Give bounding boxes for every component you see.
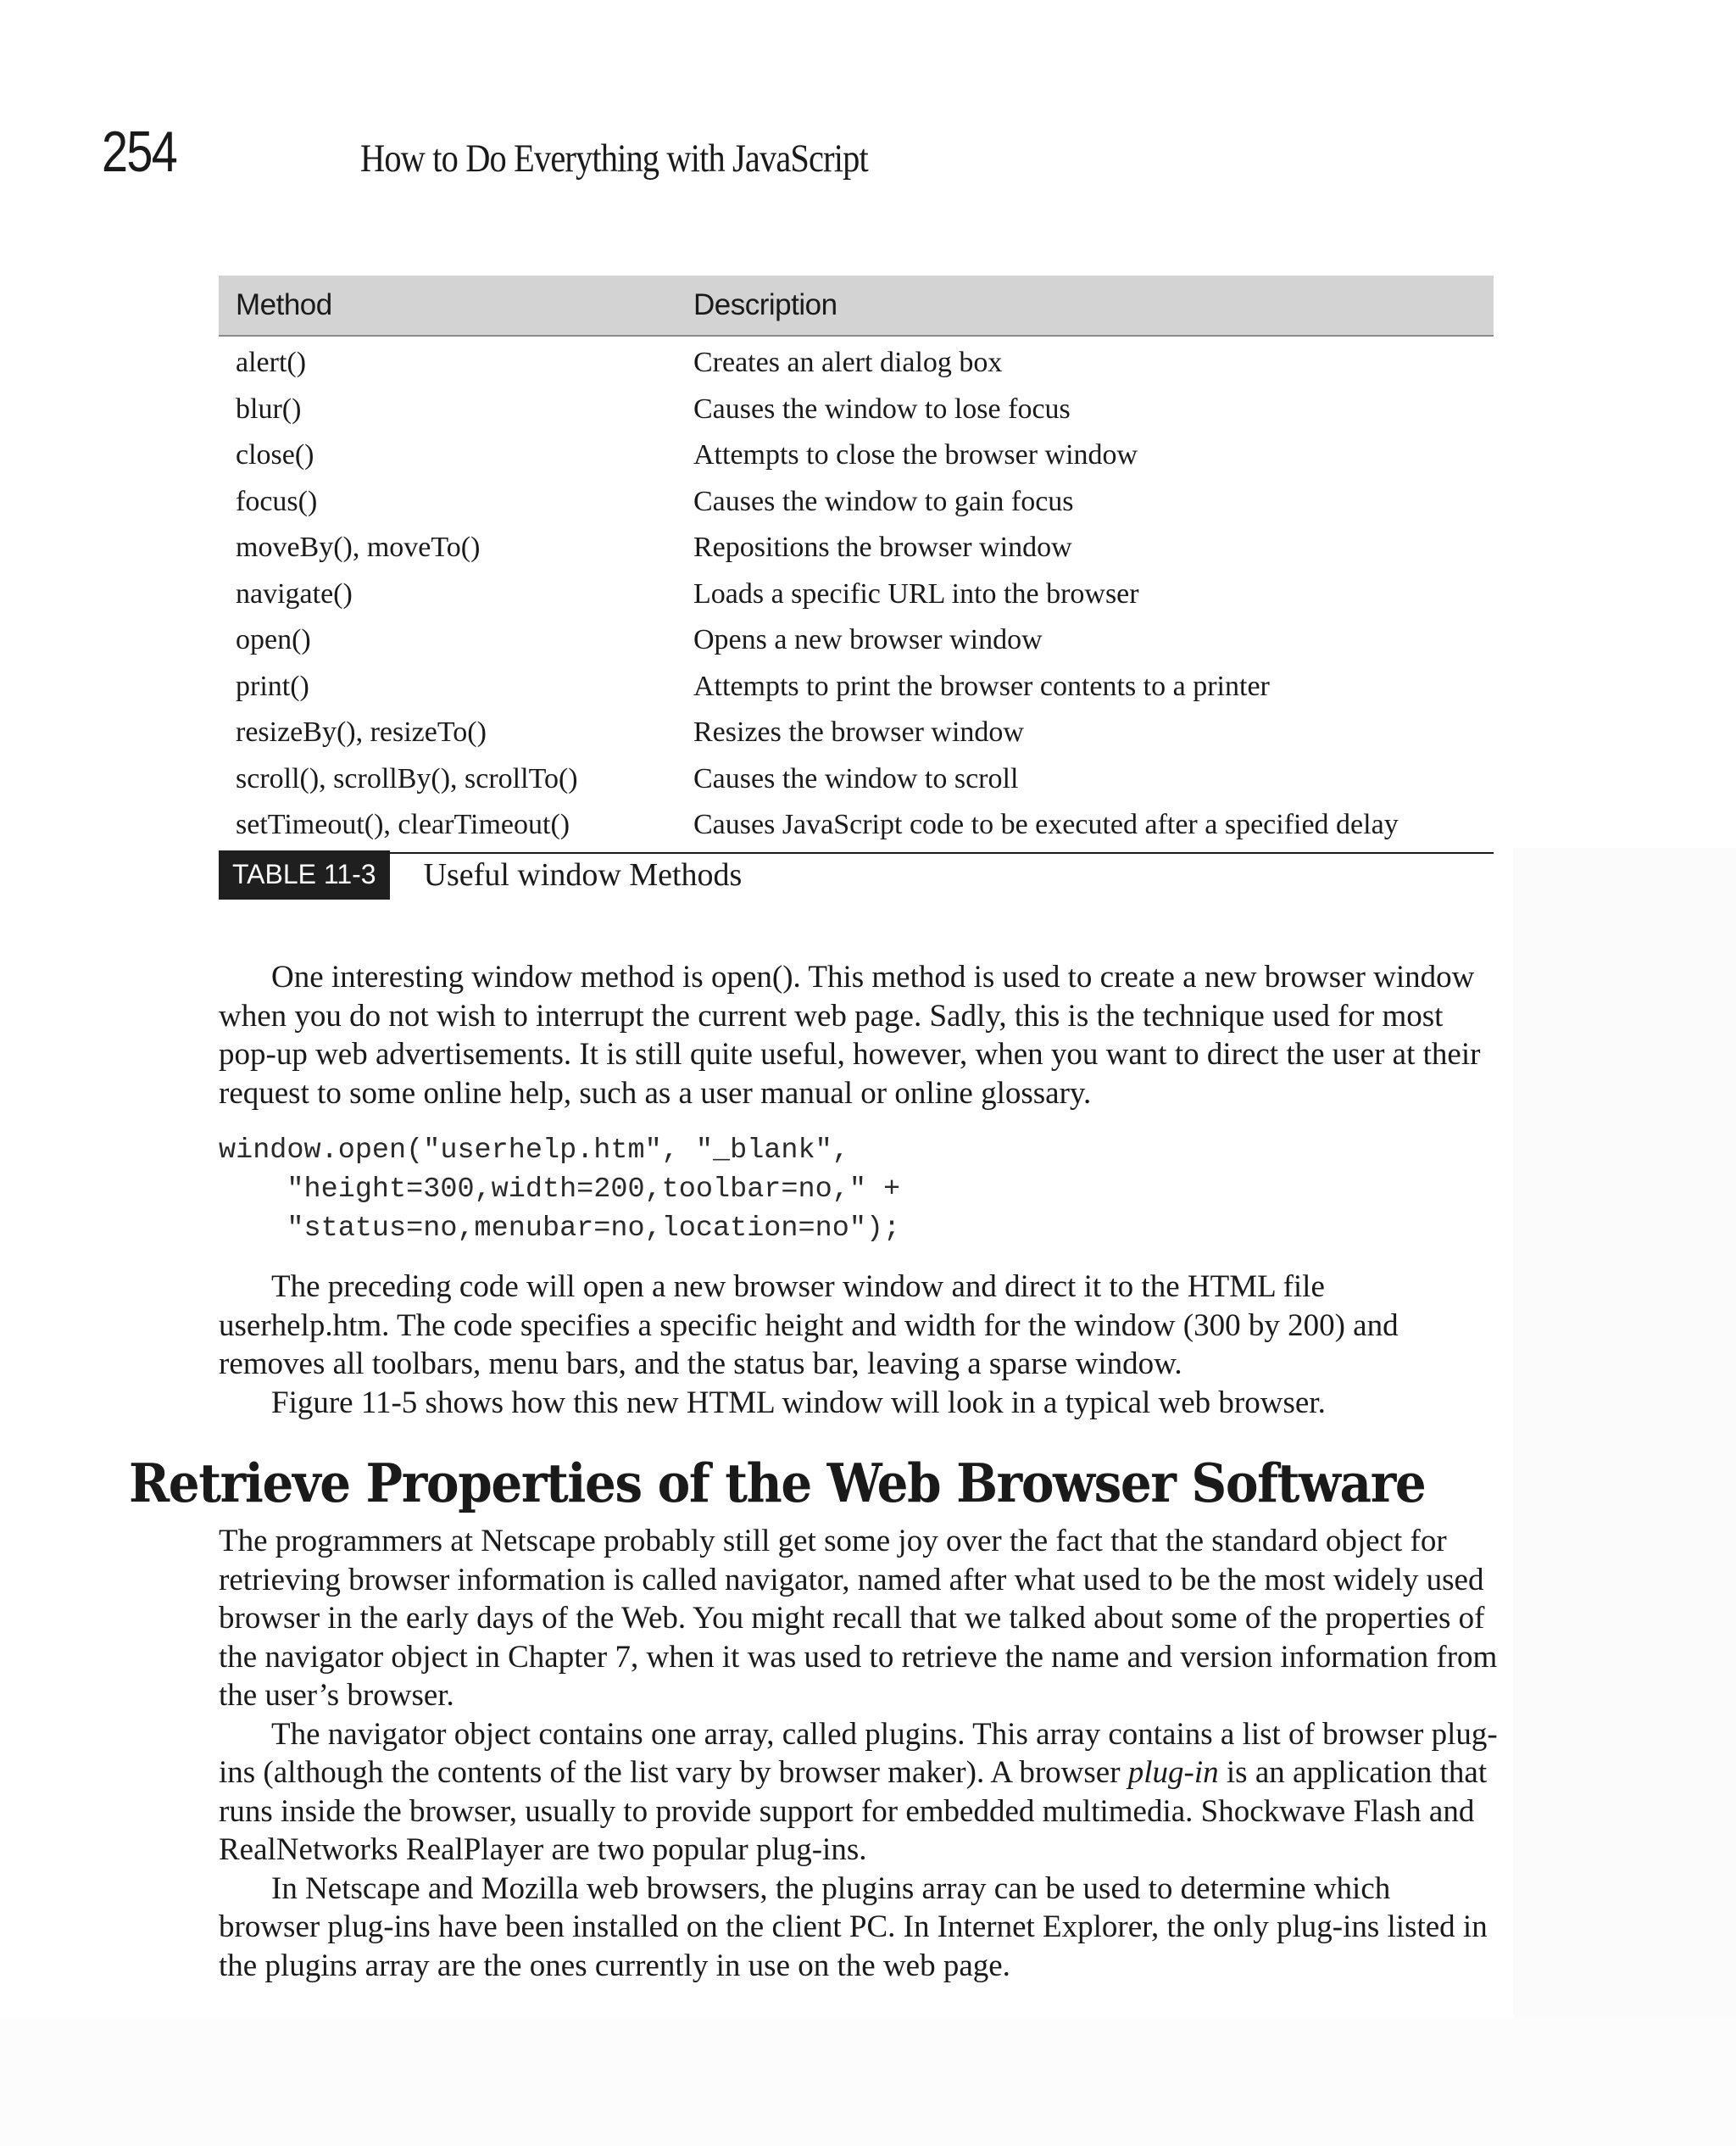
paragraph: The programmers at Netscape probably still get some joy over the fact that the standard object for retrieving browser information is called navigator, named after what used to be the most widely used browser in the early days of the Web. You might recall that we talked about some of the properties of the navigator object in Chapter 7, when it was used to retrieve the name and version information from the user’s browser. bbox=[219, 1524, 1498, 1713]
code-line: "status=no,menubar=no,location=no"); bbox=[219, 1212, 901, 1245]
method-cell: print() bbox=[236, 670, 309, 702]
table-header bbox=[219, 276, 1494, 337]
method-cell: setTimeout(), clearTimeout() bbox=[236, 809, 570, 841]
method-cell: scroll(), scrollBy(), scrollTo() bbox=[236, 762, 578, 794]
paragraph: One interesting window method is open(). This method is used to create a new browser window when you do not wish to interrupt the current web page. Sadly, this is the technique used for most pop-up web advertisements. It is still quite useful, however, when you want to direct the user at their request to some online help, such as a user manual or online glossary. bbox=[219, 960, 1481, 1111]
method-cell: alert() bbox=[236, 347, 307, 379]
page-shade bbox=[1513, 848, 1736, 2146]
description-cell: Attempts to close the browser window bbox=[693, 439, 1138, 471]
method-cell: open() bbox=[236, 624, 311, 656]
paragraph: The preceding code will open a new browser window and direct it to the HTML file userhelp.htm. The code specifies a specific height and width for the window (300 by 200) and removes all toolbars, menu bars, and the status bar, leaving a sparse window. bbox=[219, 1269, 1399, 1381]
method-cell: navigate() bbox=[236, 577, 353, 610]
table-row bbox=[219, 479, 1494, 526]
body-text-block-2 bbox=[219, 1268, 1499, 1422]
table-row bbox=[219, 432, 1494, 479]
table-row bbox=[219, 617, 1494, 664]
method-cell: moveBy(), moveTo() bbox=[236, 532, 481, 564]
description-cell: Opens a new browser window bbox=[693, 624, 1043, 656]
page-shade-bottom bbox=[0, 2018, 1736, 2146]
table-caption-tag: TABLE 11-3 bbox=[219, 850, 390, 900]
table-row bbox=[219, 802, 1494, 849]
code-line: window.open("userhelp.htm", "_blank", bbox=[219, 1134, 849, 1167]
table-row bbox=[219, 664, 1494, 711]
running-head bbox=[102, 119, 950, 187]
description-cell: Repositions the browser window bbox=[693, 532, 1072, 564]
description-cell: Creates an alert dialog box bbox=[693, 347, 1003, 379]
body-text-block-1 bbox=[219, 958, 1499, 1112]
paragraph: In Netscape and Mozilla web browsers, the plugins array can be used to determine which browser plug-ins have been installed on the client PC. In Internet Explorer, the only plug-ins listed in the plugins array are the ones currently in use on the web page. bbox=[219, 1870, 1488, 1983]
method-cell: close() bbox=[236, 439, 314, 471]
description-cell: Causes the window to gain focus bbox=[693, 485, 1074, 517]
paragraph: Figure 11-5 shows how this new HTML window will look in a typical web browser. bbox=[271, 1385, 1326, 1420]
table-row bbox=[219, 525, 1494, 571]
paragraph-text: The navigator object contains one array, called plugins. This array contains a list of browser plug-ins (although the contents of the list vary by browser maker). A browser bbox=[219, 1716, 1498, 1790]
page-number: 254 bbox=[102, 120, 177, 184]
method-cell: focus() bbox=[236, 485, 318, 517]
description-cell: Causes the window to scroll bbox=[693, 762, 1019, 794]
description-cell: Causes the window to lose focus bbox=[693, 393, 1071, 425]
description-cell: Loads a specific URL into the browser bbox=[693, 577, 1139, 610]
book-title: How to Do Everything with JavaScript bbox=[360, 137, 868, 181]
table-row bbox=[219, 710, 1494, 756]
table-caption bbox=[219, 850, 742, 900]
paragraph bbox=[219, 1715, 1499, 1870]
description-cell: Attempts to print the browser contents to a printer bbox=[693, 670, 1270, 702]
paragraph-text: is an application that runs inside the browser, usually to provide support for embedded multimedia. Shockwave Flash and RealNetworks RealPlayer are two popular plug-ins. bbox=[219, 1755, 1488, 1867]
table-row bbox=[219, 340, 1494, 387]
table-row bbox=[219, 387, 1494, 433]
table-body bbox=[219, 337, 1494, 849]
column-header-description: Description bbox=[693, 288, 837, 321]
emphasis-term: plug-in bbox=[1127, 1755, 1219, 1790]
description-cell: Causes JavaScript code to be executed after a specified delay bbox=[693, 809, 1399, 841]
table-row bbox=[219, 571, 1494, 618]
section-heading: Retrieve Properties of the Web Browser Software bbox=[129, 1452, 1426, 1514]
code-block bbox=[219, 1131, 900, 1248]
table-caption-text: Useful window Methods bbox=[423, 857, 743, 893]
method-cell: resizeBy(), resizeTo() bbox=[236, 716, 487, 749]
description-cell: Resizes the browser window bbox=[693, 716, 1024, 749]
section-body bbox=[219, 1522, 1499, 1985]
method-cell: blur() bbox=[236, 393, 302, 425]
code-line: "height=300,width=200,toolbar=no," + bbox=[219, 1173, 901, 1206]
table-row bbox=[219, 756, 1494, 803]
methods-table bbox=[219, 276, 1494, 854]
column-header-method: Method bbox=[236, 288, 332, 321]
